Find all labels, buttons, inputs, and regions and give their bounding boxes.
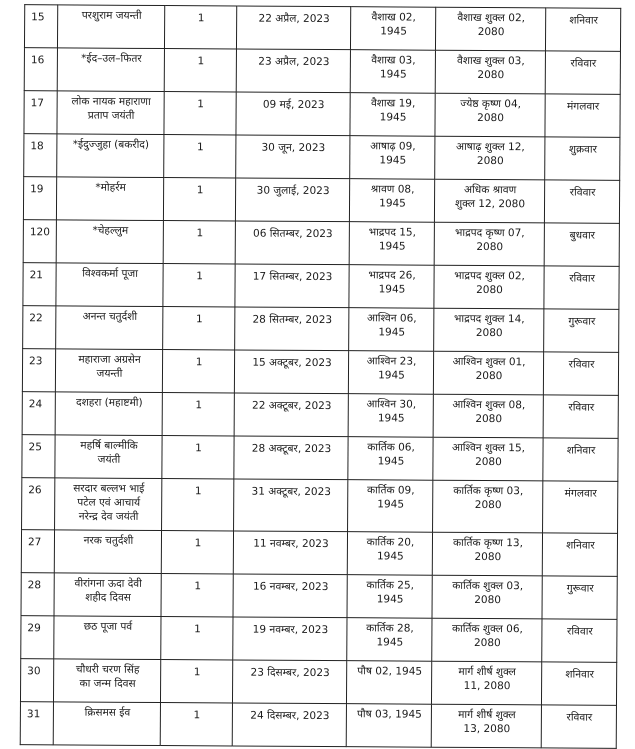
serial-number-cell: 21 xyxy=(23,263,56,306)
saka-date-cell-line: कार्तिक 09, xyxy=(366,484,415,497)
holiday-name-cell xyxy=(55,392,162,436)
gregorian-date-cell: 22 अप्रैल, 2023 xyxy=(236,6,350,50)
gregorian-date-cell: 22 अक्टूबर, 2023 xyxy=(234,393,348,437)
serial-number-cell: 30 xyxy=(20,659,53,702)
day-count-cell: 1 xyxy=(162,393,234,436)
tithi-cell-line: शुक्ल 12, 2080 xyxy=(454,197,526,211)
table-row xyxy=(23,177,619,224)
saka-date-cell-line: कार्तिक 06, xyxy=(367,441,415,454)
holiday-name-cell xyxy=(55,349,162,393)
saka-date-cell xyxy=(348,480,433,533)
weekday-cell: शनिवार xyxy=(545,8,620,51)
weekday-cell: शनिवार xyxy=(541,662,616,705)
serial-number-cell: 17 xyxy=(24,91,57,134)
saka-date-cell xyxy=(350,136,435,180)
weekday-cell: मंगलवार xyxy=(543,481,618,533)
saka-date-cell-line: श्रावण 08, xyxy=(370,183,415,196)
tithi-cell-line: 2080 xyxy=(476,240,504,254)
table-row xyxy=(20,659,616,706)
holiday-name-cell xyxy=(56,306,163,350)
tithi-cell xyxy=(435,93,545,137)
weekday-cell: रविवार xyxy=(544,180,619,223)
gregorian-date-cell: 15 अक्टूबर, 2023 xyxy=(234,350,348,394)
saka-date-cell xyxy=(349,265,434,309)
weekday-cell: रविवार xyxy=(544,266,619,309)
table-row xyxy=(22,435,618,482)
saka-date-cell-line: आषाढ़ 09, xyxy=(370,140,416,153)
tithi-cell xyxy=(431,704,541,748)
gregorian-date-cell: 19 नवम्बर, 2023 xyxy=(233,617,347,661)
holiday-name-cell-line: अनन्त चतुर्दशी xyxy=(82,310,138,323)
serial-number-cell: 24 xyxy=(22,392,55,435)
tithi-cell-line: 2080 xyxy=(477,111,504,125)
day-count-cell: 1 xyxy=(162,350,234,393)
tithi-cell-line: आश्विन शुक्ल 15, xyxy=(452,441,526,455)
saka-date-cell xyxy=(350,93,435,137)
holiday-name-cell xyxy=(53,659,160,703)
serial-number-cell: 23 xyxy=(22,349,55,392)
saka-date-cell-line: आश्विन 23, xyxy=(366,355,417,368)
tithi-cell xyxy=(433,351,543,395)
holiday-name-cell xyxy=(53,702,160,746)
table-row xyxy=(24,91,620,138)
table-row xyxy=(22,392,618,439)
gregorian-date-cell: 09 मई, 2023 xyxy=(236,92,350,136)
saka-date-cell-line: 1945 xyxy=(377,412,405,425)
holiday-name-cell-line: जयन्ती xyxy=(96,367,123,380)
table-row xyxy=(20,702,616,749)
holiday-name-cell-line: विश्वकर्मा पूजा xyxy=(82,267,138,280)
holiday-name-cell-line: पटेल एवं आचार्य xyxy=(77,496,141,509)
holiday-name-cell-line: क्रिसमस ईव xyxy=(84,706,131,719)
holiday-name-cell xyxy=(57,91,164,135)
tithi-cell-line: कार्तिक शुक्ल 06, xyxy=(451,622,523,636)
saka-date-cell-line: 1945 xyxy=(379,111,407,124)
holiday-name-cell xyxy=(57,5,164,49)
saka-date-cell-line: 1945 xyxy=(380,25,407,38)
saka-date-cell xyxy=(350,7,435,51)
tithi-cell-line: 2080 xyxy=(476,283,503,297)
weekday-cell: रविवार xyxy=(542,619,617,662)
day-count-cell: 1 xyxy=(162,479,234,531)
tithi-cell-line: 2080 xyxy=(473,636,501,650)
holiday-name-cell-line: चौधरी चरण सिंह xyxy=(75,663,140,676)
holiday-name-cell xyxy=(57,48,164,92)
serial-number-cell: 29 xyxy=(21,616,54,659)
day-count-cell: 1 xyxy=(163,221,235,264)
gregorian-date-cell: 06 सितम्बर, 2023 xyxy=(235,221,349,265)
weekday-cell: शनिवार xyxy=(542,533,617,576)
saka-date-cell-line: आश्विन 06, xyxy=(366,312,417,325)
day-count-cell: 1 xyxy=(160,660,232,703)
tithi-cell-line: मार्ग शीर्ष शुक्ल xyxy=(458,665,516,679)
table-row xyxy=(24,5,620,52)
gregorian-date-cell: 28 सितम्बर, 2023 xyxy=(235,307,349,351)
day-count-cell: 1 xyxy=(163,307,235,350)
saka-date-cell xyxy=(347,575,432,619)
gregorian-date-cell: 17 सितम्बर, 2023 xyxy=(235,264,349,308)
holiday-name-cell-line: *मोहर्रम xyxy=(95,181,126,194)
saka-date-cell-line: पौष 03, 1945 xyxy=(356,708,422,721)
gregorian-date-cell: 30 जून, 2023 xyxy=(236,135,350,179)
holiday-name-cell xyxy=(56,263,163,307)
holiday-name-cell xyxy=(55,435,162,479)
tithi-cell-line: कार्तिक शुक्ल 03, xyxy=(452,579,524,593)
saka-date-cell-line: कार्तिक 20, xyxy=(366,536,415,549)
weekday-cell: मंगलवार xyxy=(545,94,620,137)
holiday-name-cell-line: का जन्म दिवस xyxy=(79,677,136,690)
holiday-name-cell-line: *ईद–उल–फितर xyxy=(81,52,142,65)
saka-date-cell xyxy=(349,308,434,352)
tithi-cell-line: 2080 xyxy=(474,498,502,512)
holiday-name-cell xyxy=(55,478,162,531)
tithi-cell xyxy=(434,308,544,352)
tithi-cell xyxy=(433,437,543,481)
holiday-name-cell xyxy=(54,616,161,660)
tithi-cell-line: भाद्रपद कृष्ण 07, xyxy=(454,226,525,240)
tithi-cell-line: वैशाख शुक्ल 03, xyxy=(457,54,525,68)
gregorian-date-cell: 23 दिसम्बर, 2023 xyxy=(232,660,346,704)
gregorian-date-cell: 31 अक्टूबर, 2023 xyxy=(234,479,348,532)
saka-date-cell-line: 1945 xyxy=(378,240,406,253)
tithi-cell-line: अधिक श्रावण xyxy=(463,183,517,197)
tithi-cell xyxy=(431,661,541,705)
table-row xyxy=(22,349,618,396)
day-count-cell: 1 xyxy=(163,264,235,307)
weekday-cell: बुधवार xyxy=(544,223,619,266)
day-count-cell: 1 xyxy=(161,531,233,574)
tithi-cell-line: 2080 xyxy=(475,369,503,383)
table-row xyxy=(24,134,620,181)
tithi-cell-line: 2080 xyxy=(474,593,502,607)
saka-date-cell-line: भाद्रपद 15, xyxy=(368,226,417,239)
tithi-cell xyxy=(432,618,542,662)
holiday-name-cell xyxy=(54,530,161,574)
tithi-cell xyxy=(432,575,542,619)
saka-date-cell xyxy=(347,532,432,576)
table-row xyxy=(22,478,618,534)
holiday-name-cell xyxy=(56,220,163,264)
tithi-cell-line: 13, 2080 xyxy=(463,722,511,736)
saka-date-cell-line: भाद्रपद 26, xyxy=(368,269,416,282)
holiday-name-cell-line: *ईदुज्जुहा (बकरीद) xyxy=(72,138,150,151)
serial-number-cell: 16 xyxy=(24,48,57,91)
tithi-cell-line: 2080 xyxy=(474,550,502,564)
tithi-cell xyxy=(433,480,543,533)
table-row xyxy=(23,306,619,353)
day-count-cell: 1 xyxy=(163,178,235,221)
tithi-cell xyxy=(434,222,544,266)
holiday-list-document xyxy=(20,4,620,741)
gregorian-date-cell: 23 अप्रैल, 2023 xyxy=(236,49,350,93)
serial-number-cell: 120 xyxy=(23,220,56,263)
tithi-cell-line: 2080 xyxy=(477,25,505,39)
serial-number-cell: 15 xyxy=(24,5,57,48)
holiday-name-cell-line: लोक नायक महाराणा xyxy=(71,95,151,108)
saka-date-cell-line: 1945 xyxy=(379,197,406,210)
saka-date-cell-line: 1945 xyxy=(377,455,405,468)
table-row xyxy=(23,263,619,310)
saka-date-cell-line: 1945 xyxy=(376,636,404,649)
tithi-cell-line: वैशाख शुक्ल 02, xyxy=(457,11,526,25)
day-count-cell: 1 xyxy=(164,6,236,49)
gregorian-date-cell: 28 अक्टूबर, 2023 xyxy=(234,436,348,480)
serial-number-cell: 19 xyxy=(23,177,56,220)
saka-date-cell-line: 1945 xyxy=(376,550,404,563)
tithi-cell xyxy=(435,7,545,51)
saka-date-cell xyxy=(346,704,431,748)
saka-date-cell xyxy=(350,50,435,94)
table-row xyxy=(21,616,617,663)
serial-number-cell: 31 xyxy=(20,702,53,745)
gregorian-date-cell: 24 दिसम्बर, 2023 xyxy=(232,703,346,747)
holiday-name-cell-line: नरेन्द्र देव जयंती xyxy=(78,510,139,523)
weekday-cell: गुरूवार xyxy=(544,309,619,352)
table-row xyxy=(23,220,619,267)
tithi-cell-line: कार्तिक कृष्ण 03, xyxy=(453,484,524,498)
day-count-cell: 1 xyxy=(162,436,234,479)
weekday-cell: गुरूवार xyxy=(542,576,617,619)
saka-date-cell xyxy=(346,661,431,705)
serial-number-cell: 25 xyxy=(22,435,55,478)
day-count-cell: 1 xyxy=(164,49,236,92)
holiday-name-cell-line: शहीद दिवस xyxy=(85,591,131,604)
tithi-cell-line: 2080 xyxy=(475,455,502,469)
tithi-cell-line: 2080 xyxy=(477,68,505,82)
saka-date-cell-line: 1945 xyxy=(379,154,407,167)
saka-date-cell xyxy=(348,437,433,481)
table-row xyxy=(21,530,617,577)
weekday-cell: रविवार xyxy=(543,352,618,395)
saka-date-cell xyxy=(347,618,432,662)
saka-date-cell-line: 1945 xyxy=(377,498,405,511)
saka-date-cell-line: 1945 xyxy=(378,283,406,296)
holiday-name-cell xyxy=(56,177,163,221)
saka-date-cell-line: वैशाख 03, xyxy=(371,54,416,67)
holiday-table-body xyxy=(20,5,621,749)
saka-date-cell-line: 1945 xyxy=(378,326,406,339)
saka-date-cell xyxy=(349,179,434,223)
day-count-cell: 1 xyxy=(160,703,232,746)
day-count-cell: 1 xyxy=(161,574,233,617)
saka-date-cell-line: 1945 xyxy=(376,593,404,606)
tithi-cell-line: आश्विन शुक्ल 08, xyxy=(452,398,526,412)
gregorian-date-cell: 30 जुलाई, 2023 xyxy=(235,178,349,222)
weekday-cell: रविवार xyxy=(541,705,616,748)
holiday-name-cell-line: दशहरा (महाष्टमी) xyxy=(75,396,143,409)
tithi-cell xyxy=(434,179,544,223)
holiday-name-cell-line: नरक चतुर्दशी xyxy=(83,534,134,547)
day-count-cell: 1 xyxy=(161,617,233,660)
gregorian-date-cell: 11 नवम्बर, 2023 xyxy=(233,531,347,575)
tithi-cell xyxy=(435,50,545,94)
tithi-cell-line: 2080 xyxy=(476,154,504,168)
tithi-cell-line: मार्ग शीर्ष शुक्ल xyxy=(458,708,516,722)
tithi-cell-line: 2080 xyxy=(475,326,503,340)
saka-date-cell-line: 1945 xyxy=(379,68,407,81)
tithi-cell-line: आश्विन शुक्ल 01, xyxy=(452,355,526,369)
tithi-cell xyxy=(435,136,545,180)
saka-date-cell-line: कार्तिक 25, xyxy=(366,579,415,592)
serial-number-cell: 28 xyxy=(21,573,54,616)
weekday-cell: रविवार xyxy=(545,51,620,94)
saka-date-cell-line: आश्विन 30, xyxy=(366,398,417,411)
saka-date-cell-line: वैशाख 19, xyxy=(370,97,416,110)
holiday-name-cell-line: परशुराम जयन्ती xyxy=(81,9,142,22)
tithi-cell xyxy=(433,394,543,438)
weekday-cell: शनिवार xyxy=(543,438,618,481)
holiday-name-cell xyxy=(57,134,164,178)
serial-number-cell: 26 xyxy=(22,478,55,530)
serial-number-cell: 22 xyxy=(23,306,56,349)
tithi-cell-line: भाद्रपद शुक्ल 02, xyxy=(454,269,525,283)
serial-number-cell: 27 xyxy=(21,530,54,573)
serial-number-cell: 18 xyxy=(24,134,57,177)
tithi-cell-line: आषाढ़ शुक्ल 12, xyxy=(455,140,525,154)
table-row xyxy=(21,573,617,620)
tithi-cell-line: 11, 2080 xyxy=(463,679,511,693)
holiday-name-cell-line: महाराजा अग्रसेन xyxy=(78,353,141,366)
holiday-name-cell-line: छठ पूजा पर्व xyxy=(83,620,133,633)
holiday-name-cell-line: वीरांगना ऊदा देवी xyxy=(74,577,142,590)
tithi-cell-line: ज्येष्ठ कृष्ण 04, xyxy=(460,97,522,111)
saka-date-cell-line: वैशाख 02, xyxy=(371,11,416,24)
saka-date-cell-line: 1945 xyxy=(378,369,405,382)
tithi-cell-line: 2080 xyxy=(475,412,503,426)
holiday-name-cell xyxy=(54,573,161,617)
tithi-cell xyxy=(434,265,544,309)
tithi-cell-line: कार्तिक कृष्ण 13, xyxy=(452,536,523,550)
holiday-table xyxy=(20,4,622,749)
weekday-cell: रविवार xyxy=(543,395,618,438)
holiday-name-cell-line: प्रताप जयंती xyxy=(87,109,135,122)
day-count-cell: 1 xyxy=(164,135,236,178)
table-row xyxy=(24,48,620,95)
saka-date-cell xyxy=(348,394,433,438)
saka-date-cell-line: पौष 02, 1945 xyxy=(357,665,423,678)
holiday-name-cell-line: सरदार बल्लभ भाई xyxy=(73,482,145,495)
tithi-cell-line: भाद्रपद शुक्ल 14, xyxy=(453,312,525,326)
gregorian-date-cell: 16 नवम्बर, 2023 xyxy=(233,574,347,618)
saka-date-cell xyxy=(348,351,433,395)
holiday-name-cell-line: जयंती xyxy=(97,453,121,466)
holiday-name-cell-line: *चेहल्लुम xyxy=(92,224,129,237)
day-count-cell: 1 xyxy=(164,92,236,135)
saka-date-cell-line: कार्तिक 28, xyxy=(366,622,414,635)
weekday-cell: शुक्रवार xyxy=(545,137,620,180)
holiday-name-cell-line: महर्षि बाल्मीकि xyxy=(80,439,138,452)
tithi-cell xyxy=(432,532,542,576)
saka-date-cell xyxy=(349,222,434,266)
